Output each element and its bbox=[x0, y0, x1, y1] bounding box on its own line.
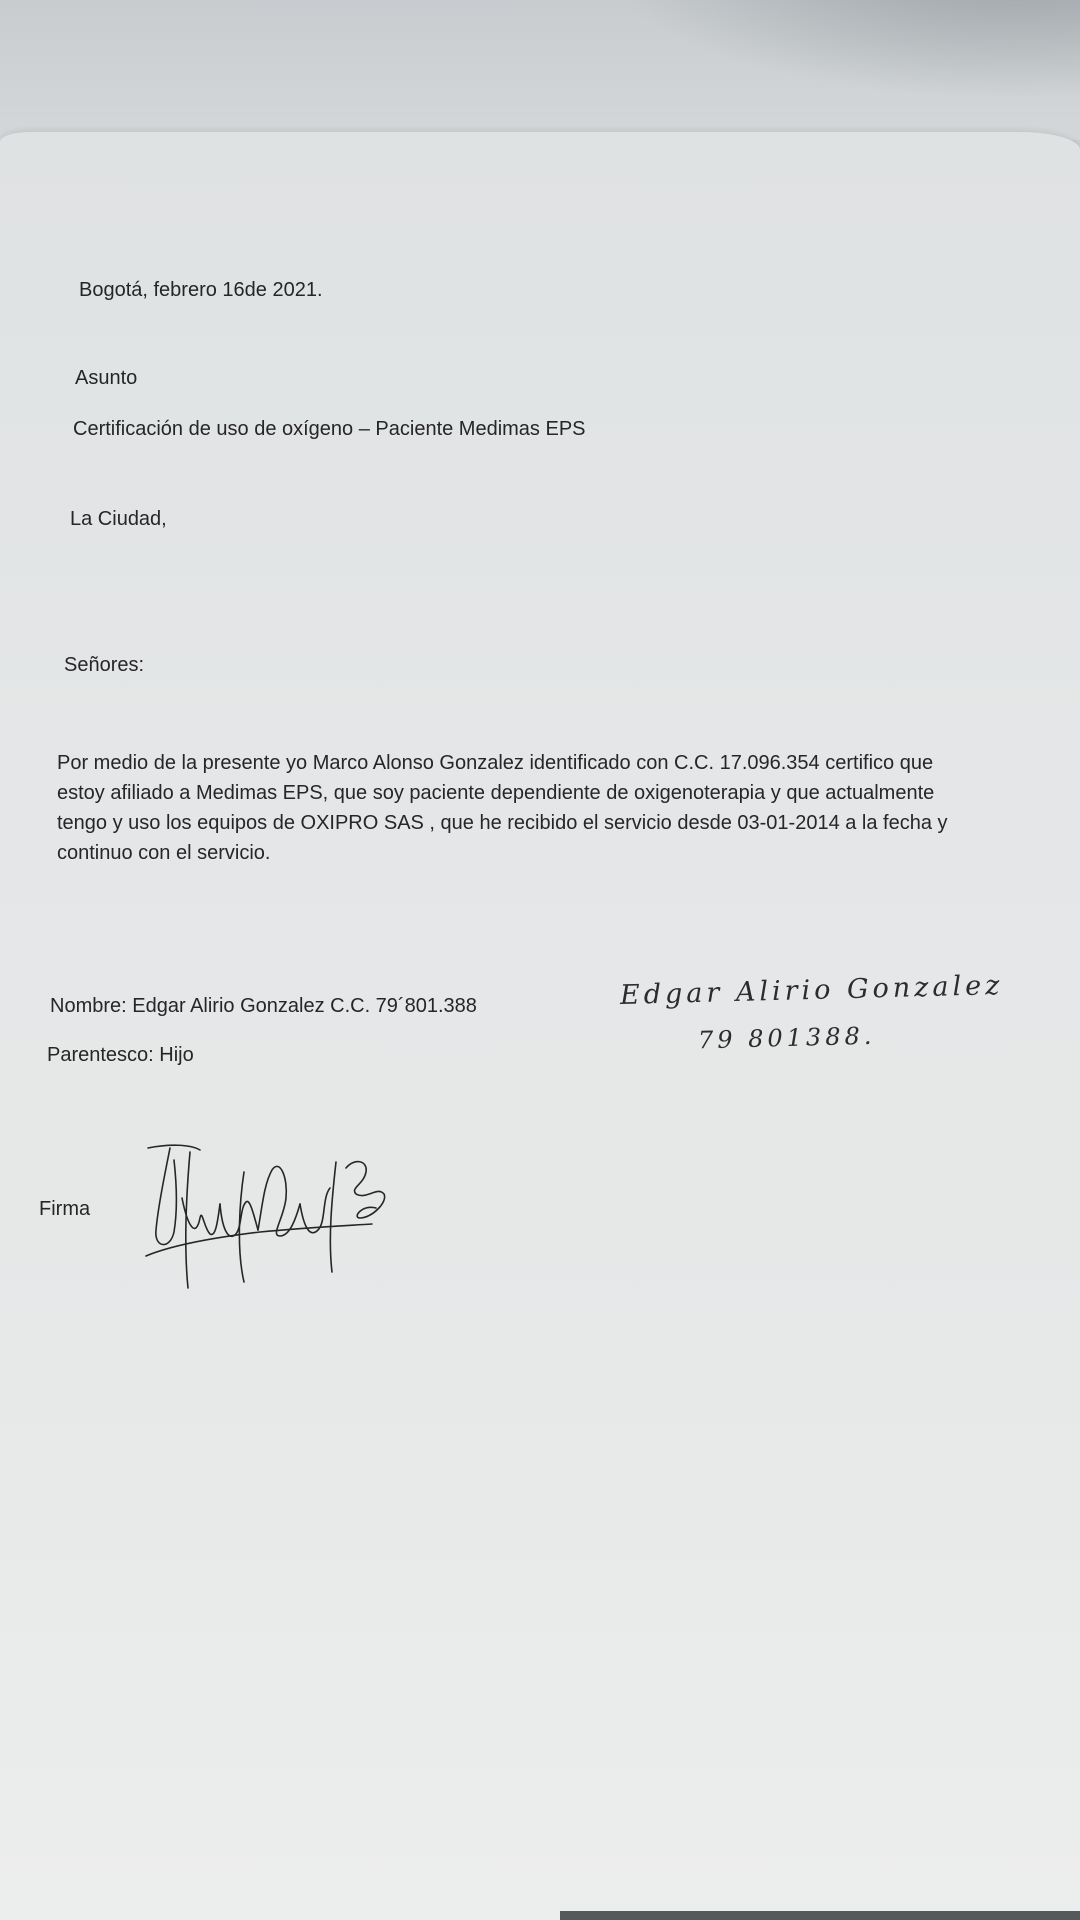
salutation: Señores: bbox=[64, 654, 145, 676]
relation-line: Parentesco: Hijo bbox=[47, 1044, 194, 1066]
signature-image bbox=[140, 1138, 400, 1298]
body-line: tengo y uso los equipos de OXIPRO SAS , que he recibido el servicio desde 03-01-2014 a la fecha y bbox=[57, 812, 948, 834]
city-line: La Ciudad, bbox=[70, 508, 167, 530]
date-line: Bogotá, febrero 16de 2021. bbox=[79, 279, 323, 301]
body-line: Por medio de la presente yo Marco Alonso Gonzalez identificado con C.C. 17.096.354 certifico que bbox=[57, 752, 934, 774]
body-paragraph bbox=[57, 748, 1032, 868]
body-line: continuo con el servicio. bbox=[57, 842, 271, 864]
subject-label: Asunto bbox=[75, 367, 138, 389]
subject-text: Certificación de uso de oxígeno – Paciente Medimas EPS bbox=[73, 418, 586, 440]
handwritten-id-number: 79 801388. bbox=[697, 1021, 876, 1055]
handwritten-name: Edgar Alirio Gonzalez bbox=[619, 969, 1004, 1012]
body-line: estoy afiliado a Medimas EPS, que soy paciente dependiente de oxigenoterapia y que actualmente bbox=[57, 782, 935, 804]
signature-label: Firma bbox=[39, 1198, 91, 1220]
name-line: Nombre: Edgar Alirio Gonzalez C.C. 79´801.388 bbox=[50, 995, 477, 1017]
letter-sheet bbox=[0, 132, 1080, 1920]
bottom-shadow-strip bbox=[560, 1911, 1080, 1920]
corner-shadow bbox=[600, 0, 1080, 100]
